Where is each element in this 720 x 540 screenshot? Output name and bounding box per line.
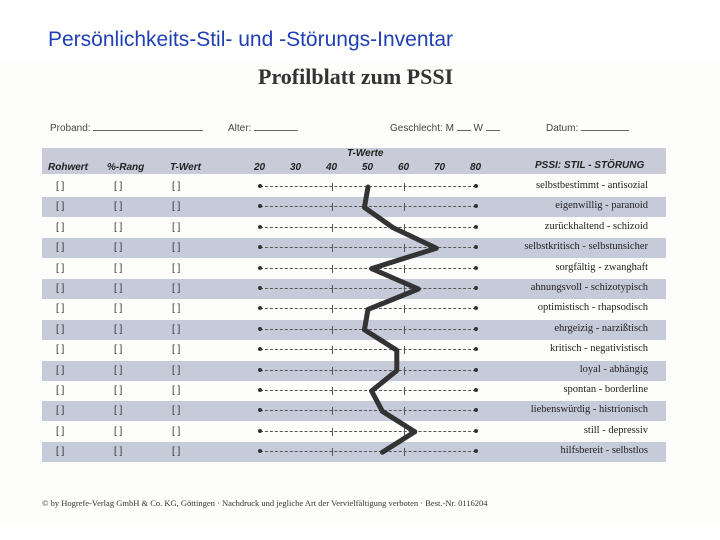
scale-tick-40 bbox=[332, 428, 333, 436]
rohwert-bracket: [ ] bbox=[56, 323, 65, 335]
scale-end-dot bbox=[474, 225, 478, 229]
tick-label-60: 60 bbox=[398, 162, 410, 173]
scale-start-dot bbox=[258, 347, 262, 351]
scale-start-dot bbox=[258, 225, 262, 229]
t-wert-bracket: [ ] bbox=[172, 283, 181, 294]
scale-end-dot bbox=[474, 347, 478, 351]
rohwert-bracket: [ ] bbox=[56, 303, 65, 315]
proband-field bbox=[50, 121, 203, 134]
t-wert-bracket: [ ] bbox=[172, 385, 181, 396]
datum-line bbox=[581, 121, 629, 131]
scale-start-dot bbox=[258, 245, 262, 249]
scale-label: zurückhaltend - schizoid bbox=[544, 220, 648, 232]
row-scale bbox=[260, 268, 476, 269]
t-wert-bracket: [ ] bbox=[172, 425, 181, 437]
scale-label: still - depressiv bbox=[583, 424, 648, 436]
row-scale bbox=[260, 410, 476, 411]
scale-row bbox=[42, 401, 666, 421]
rohwert-bracket: [ ] bbox=[56, 446, 65, 458]
scale-start-dot bbox=[258, 286, 262, 290]
t-wert-bracket: [ ] bbox=[172, 323, 181, 335]
scale-tick-60 bbox=[404, 203, 405, 211]
row-scale bbox=[260, 390, 476, 391]
scale-row bbox=[42, 299, 666, 319]
rohwert-bracket: [ ] bbox=[56, 385, 65, 396]
prozentrang-bracket: [ ] bbox=[114, 446, 123, 458]
scale-row bbox=[42, 422, 666, 442]
header-scale-label: PSSI: STIL - STÖRUNG bbox=[535, 160, 645, 171]
scale-end-dot bbox=[474, 429, 478, 433]
row-scale bbox=[260, 247, 476, 248]
scale-label: ehrgeizig - narzißtisch bbox=[554, 322, 648, 334]
scale-tick-40 bbox=[332, 346, 333, 354]
scale-tick-40 bbox=[332, 183, 333, 191]
t-wert-bracket: [ ] bbox=[172, 242, 181, 254]
scale-label: optimistisch - rhapsodisch bbox=[537, 302, 648, 314]
rohwert-bracket: [ ] bbox=[56, 221, 65, 233]
scale-tick-40 bbox=[332, 224, 333, 232]
scale-label: kritisch - negativistisch bbox=[550, 343, 648, 355]
slide-title: Persönlichkeits-Stil- und -Störungs-Inventar bbox=[48, 28, 454, 51]
scale-tick-40 bbox=[332, 407, 333, 415]
scale-end-dot bbox=[474, 286, 478, 290]
datum-label: Datum: bbox=[546, 123, 579, 134]
scale-end-dot bbox=[474, 245, 478, 249]
rohwert-bracket: [ ] bbox=[56, 344, 65, 356]
geschlecht-field bbox=[390, 121, 500, 134]
header-t-wert: T-Wert bbox=[170, 162, 201, 173]
prozentrang-bracket: [ ] bbox=[114, 425, 123, 437]
scale-tick-40 bbox=[332, 244, 333, 252]
scale-tick-40 bbox=[332, 305, 333, 313]
rohwert-bracket: [ ] bbox=[56, 425, 65, 437]
scale-row bbox=[42, 442, 666, 462]
scale-label: spontan - borderline bbox=[563, 384, 648, 395]
rohwert-bracket: [ ] bbox=[56, 181, 65, 192]
scale-tick-60 bbox=[404, 428, 405, 436]
alter-line bbox=[254, 121, 298, 131]
rohwert-bracket: [ ] bbox=[56, 364, 65, 376]
scale-tick-40 bbox=[332, 448, 333, 456]
t-wert-bracket: [ ] bbox=[172, 364, 181, 376]
row-scale bbox=[260, 451, 476, 452]
prozentrang-bracket: [ ] bbox=[114, 283, 123, 294]
scale-tick-60 bbox=[404, 265, 405, 273]
scale-start-dot bbox=[258, 204, 262, 208]
w-line bbox=[486, 121, 500, 131]
tick-label-30: 30 bbox=[290, 162, 302, 173]
rohwert-bracket: [ ] bbox=[56, 283, 65, 294]
tick-label-80: 80 bbox=[470, 162, 482, 173]
scale-tick-40 bbox=[332, 203, 333, 211]
t-wert-bracket: [ ] bbox=[172, 446, 181, 458]
prozentrang-bracket: [ ] bbox=[114, 181, 123, 192]
scale-row bbox=[42, 197, 666, 217]
proband-line bbox=[93, 121, 203, 131]
t-wert-bracket: [ ] bbox=[172, 262, 181, 274]
rohwert-bracket: [ ] bbox=[56, 262, 65, 274]
scale-label: hilfsbereit - selbstlos bbox=[560, 445, 648, 457]
t-wert-bracket: [ ] bbox=[172, 344, 181, 356]
scale-end-dot bbox=[474, 327, 478, 331]
rohwert-bracket: [ ] bbox=[56, 405, 65, 417]
scale-tick-40 bbox=[332, 326, 333, 334]
t-wert-bracket: [ ] bbox=[172, 405, 181, 417]
t-wert-bracket: [ ] bbox=[172, 201, 181, 213]
header-rohwert: Rohwert bbox=[48, 162, 88, 173]
tick-label-70: 70 bbox=[434, 162, 446, 173]
alter-label: Alter: bbox=[228, 123, 252, 134]
scale-start-dot bbox=[258, 266, 262, 270]
scale-start-dot bbox=[258, 429, 262, 433]
scale-tick-60 bbox=[404, 224, 405, 232]
geschlecht-w: W bbox=[473, 123, 483, 134]
scale-row bbox=[42, 259, 666, 279]
scale-row bbox=[42, 361, 666, 381]
row-scale bbox=[260, 227, 476, 228]
scale-start-dot bbox=[258, 449, 262, 453]
copyright-footer: © by Hogrefe-Verlag GmbH & Co. KG, Göttingen · Nachdruck und jegliche Art der Vervielfältigung verboten · Best.-Nr. 0116204 bbox=[42, 498, 488, 508]
alter-field bbox=[228, 121, 298, 134]
prozentrang-bracket: [ ] bbox=[114, 385, 123, 396]
t-wert-bracket: [ ] bbox=[172, 181, 181, 192]
scale-end-dot bbox=[474, 306, 478, 310]
prozentrang-bracket: [ ] bbox=[114, 262, 123, 274]
scale-start-dot bbox=[258, 368, 262, 372]
row-scale bbox=[260, 349, 476, 350]
scale-tick-60 bbox=[404, 448, 405, 456]
row-scale bbox=[260, 206, 476, 207]
prozentrang-bracket: [ ] bbox=[114, 405, 123, 417]
row-scale bbox=[260, 308, 476, 309]
scale-row bbox=[42, 381, 666, 401]
scale-tick-40 bbox=[332, 387, 333, 395]
row-scale bbox=[260, 370, 476, 371]
scale-tick-40 bbox=[332, 285, 333, 293]
rohwert-bracket: [ ] bbox=[56, 242, 65, 254]
scale-end-dot bbox=[474, 266, 478, 270]
row-scale bbox=[260, 288, 476, 289]
row-scale bbox=[260, 431, 476, 432]
scale-label: liebenswürdig - histrionisch bbox=[530, 404, 648, 416]
scale-end-dot bbox=[474, 388, 478, 392]
prozentrang-bracket: [ ] bbox=[114, 221, 123, 233]
scale-row bbox=[42, 320, 666, 340]
scale-label: ahnungsvoll - schizotypisch bbox=[530, 282, 648, 293]
scale-label: sorgfältig - zwanghaft bbox=[555, 261, 648, 273]
header-t-werte: T-Werte bbox=[347, 148, 384, 159]
scale-tick-60 bbox=[404, 326, 405, 334]
scale-label: loyal - abhängig bbox=[579, 363, 648, 375]
scale-end-dot bbox=[474, 184, 478, 188]
prozentrang-bracket: [ ] bbox=[114, 242, 123, 254]
sheet-title: Profilblatt zum PSSI bbox=[258, 64, 454, 89]
tick-label-20: 20 bbox=[254, 162, 266, 173]
scale-row bbox=[42, 279, 666, 299]
t-wert-bracket: [ ] bbox=[172, 303, 181, 315]
prozentrang-bracket: [ ] bbox=[114, 323, 123, 335]
scale-tick-60 bbox=[404, 285, 405, 293]
scale-tick-60 bbox=[404, 367, 405, 375]
scale-tick-60 bbox=[404, 244, 405, 252]
scale-end-dot bbox=[474, 449, 478, 453]
scale-end-dot bbox=[474, 204, 478, 208]
scale-tick-40 bbox=[332, 265, 333, 273]
scale-label: selbstkritisch - selbstunsicher bbox=[524, 241, 648, 253]
scale-tick-40 bbox=[332, 367, 333, 375]
scale-label: selbstbestimmt - antisozial bbox=[536, 180, 648, 191]
proband-label: Proband: bbox=[50, 123, 91, 134]
tick-label-50: 50 bbox=[362, 162, 374, 173]
scale-label: eigenwillig - paranoid bbox=[555, 200, 648, 212]
row-scale bbox=[260, 329, 476, 330]
scale-start-dot bbox=[258, 408, 262, 412]
scale-end-dot bbox=[474, 368, 478, 372]
t-wert-bracket: [ ] bbox=[172, 221, 181, 233]
geschlecht-label: Geschlecht: bbox=[390, 123, 443, 134]
prozentrang-bracket: [ ] bbox=[114, 344, 123, 356]
scale-end-dot bbox=[474, 408, 478, 412]
scale-tick-60 bbox=[404, 305, 405, 313]
prozentrang-bracket: [ ] bbox=[114, 201, 123, 213]
scale-start-dot bbox=[258, 327, 262, 331]
prozentrang-bracket: [ ] bbox=[114, 364, 123, 376]
row-scale bbox=[260, 186, 476, 187]
scale-row bbox=[42, 340, 666, 360]
scale-row bbox=[42, 238, 666, 258]
scale-tick-60 bbox=[404, 387, 405, 395]
header-prozentrang: %-Rang bbox=[107, 162, 145, 173]
rohwert-bracket: [ ] bbox=[56, 201, 65, 213]
tick-label-40: 40 bbox=[326, 162, 338, 173]
scale-tick-60 bbox=[404, 407, 405, 415]
scale-start-dot bbox=[258, 184, 262, 188]
scale-tick-60 bbox=[404, 183, 405, 191]
geschlecht-m: M bbox=[445, 123, 454, 134]
scale-row bbox=[42, 177, 666, 197]
scale-start-dot bbox=[258, 306, 262, 310]
scale-tick-60 bbox=[404, 346, 405, 354]
scale-row bbox=[42, 218, 666, 238]
m-line bbox=[457, 121, 471, 131]
datum-field bbox=[546, 121, 629, 134]
scale-start-dot bbox=[258, 388, 262, 392]
prozentrang-bracket: [ ] bbox=[114, 303, 123, 315]
